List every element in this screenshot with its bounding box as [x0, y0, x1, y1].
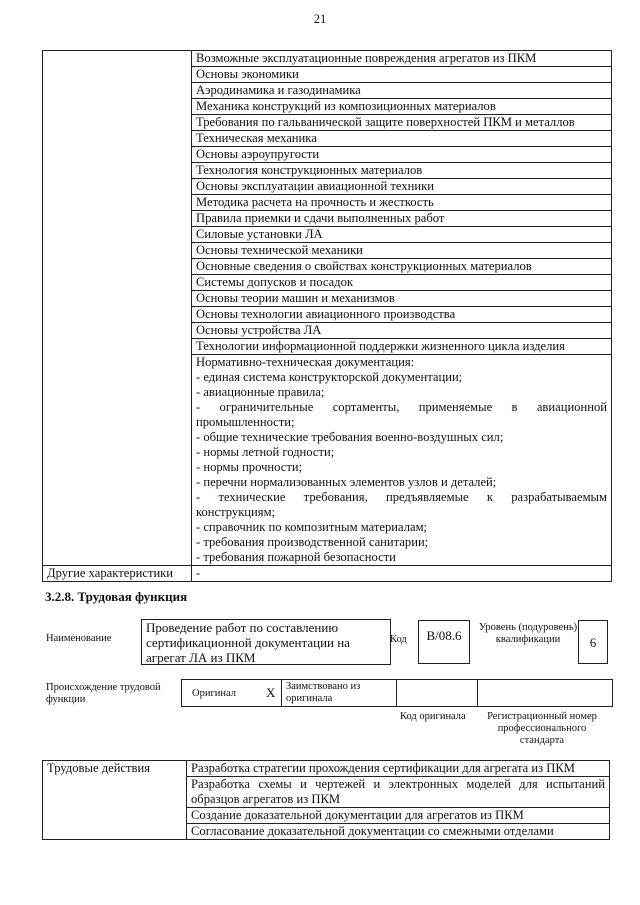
knowledge-row: Возможные эксплуатационные повреждения агрегатов из ПКМ — [192, 51, 612, 67]
action-item: Создание доказательной документации для агрегатов из ПКМ — [187, 808, 610, 824]
knowledge-row: Механика конструкций из композиционных материалов — [192, 99, 612, 115]
normative-title: Нормативно-техническая документация: — [196, 355, 415, 369]
normative-item: - технические требования, предъявляемые к разрабатываемым конструкциям; — [196, 490, 607, 519]
page-number: 21 — [313, 12, 327, 26]
action-item: Разработка стратегии прохождения сертификации для агрегата из ПКМ — [187, 761, 610, 777]
normative-item: - требования пожарной безопасности — [196, 550, 396, 564]
code-original-label: Код оригинала — [400, 711, 466, 722]
knowledge-label-cell — [43, 51, 192, 566]
knowledge-table — [42, 50, 612, 582]
origin-row — [181, 679, 613, 707]
knowledge-row: Основы эксплуатации авиационной техники — [192, 179, 612, 195]
normative-docs-cell — [192, 355, 612, 566]
normative-item: - ограничительные сортаменты, применяемые в авиационной промышленности; — [196, 400, 607, 429]
action-item: Согласование доказательной документации со смежными отделами — [187, 824, 610, 840]
knowledge-row: Требования по гальванической защите поверхностей ПКМ и металлов — [192, 115, 612, 131]
normative-item: - единая система конструкторской документации; — [196, 370, 463, 384]
section-title: 3.2.8. Трудовая функция — [45, 589, 188, 604]
reg-number-label: Регистрационный номер профессионального стандарта — [487, 711, 597, 746]
borrowed-label: Заимствовано из оригинала — [286, 681, 361, 704]
normative-item: - общие технические требования военно-воздушных сил; — [196, 430, 504, 444]
normative-item: - перечни нормализованных элементов узлов и деталей; — [196, 475, 497, 489]
knowledge-row: Основы экономики — [192, 67, 612, 83]
actions-label: Трудовые действия — [43, 761, 187, 840]
other-value: - — [192, 566, 612, 582]
level-label: Уровень (подуровень) квалификации — [478, 622, 578, 645]
knowledge-row: Основы аэроупругости — [192, 147, 612, 163]
code-label: Код — [390, 634, 407, 645]
function-name: Проведение работ по составлению сертификационной документации на агрегат ЛА из ПКМ — [141, 619, 391, 665]
action-item: Разработка схемы и чертежей и электронных моделей для испытаний образцов агрегатов из ПКМ — [187, 777, 610, 808]
normative-item: - нормы прочности; — [196, 460, 303, 474]
knowledge-row: Основные сведения о свойствах конструкционных материалов — [192, 259, 612, 275]
knowledge-row: Техническая механика — [192, 131, 612, 147]
knowledge-row: Основы устройства ЛА — [192, 323, 612, 339]
knowledge-row: Технологии информационной поддержки жизненного цикла изделия — [192, 339, 612, 355]
other-label: Другие характеристики — [43, 566, 192, 582]
knowledge-row: Системы допусков и посадок — [192, 275, 612, 291]
name-label: Наименование — [46, 633, 112, 644]
normative-item: - требования производственной санитарии; — [196, 535, 429, 549]
knowledge-row: Основы технологии авиационного производства — [192, 307, 612, 323]
origin-label: Происхождение трудовой функции — [46, 682, 161, 705]
knowledge-row: Основы технической механики — [192, 243, 612, 259]
knowledge-row: Правила приемки и сдачи выполненных работ — [192, 211, 612, 227]
knowledge-row: Технология конструкционных материалов — [192, 163, 612, 179]
normative-item: - авиационные правила; — [196, 385, 325, 399]
normative-item: - нормы летной годности; — [196, 445, 335, 459]
knowledge-row: Аэродинамика и газодинамика — [192, 83, 612, 99]
original-mark: X — [266, 685, 276, 700]
function-code: B/08.6 — [418, 620, 470, 664]
knowledge-row: Методика расчета на прочность и жесткость — [192, 195, 612, 211]
normative-item: - справочник по композитным материалам; — [196, 520, 428, 534]
original-label: Оригинал — [192, 688, 236, 699]
knowledge-row: Основы теории машин и механизмов — [192, 291, 612, 307]
qualification-level: 6 — [578, 620, 608, 664]
labor-actions-table — [42, 760, 610, 840]
knowledge-row: Силовые установки ЛА — [192, 227, 612, 243]
